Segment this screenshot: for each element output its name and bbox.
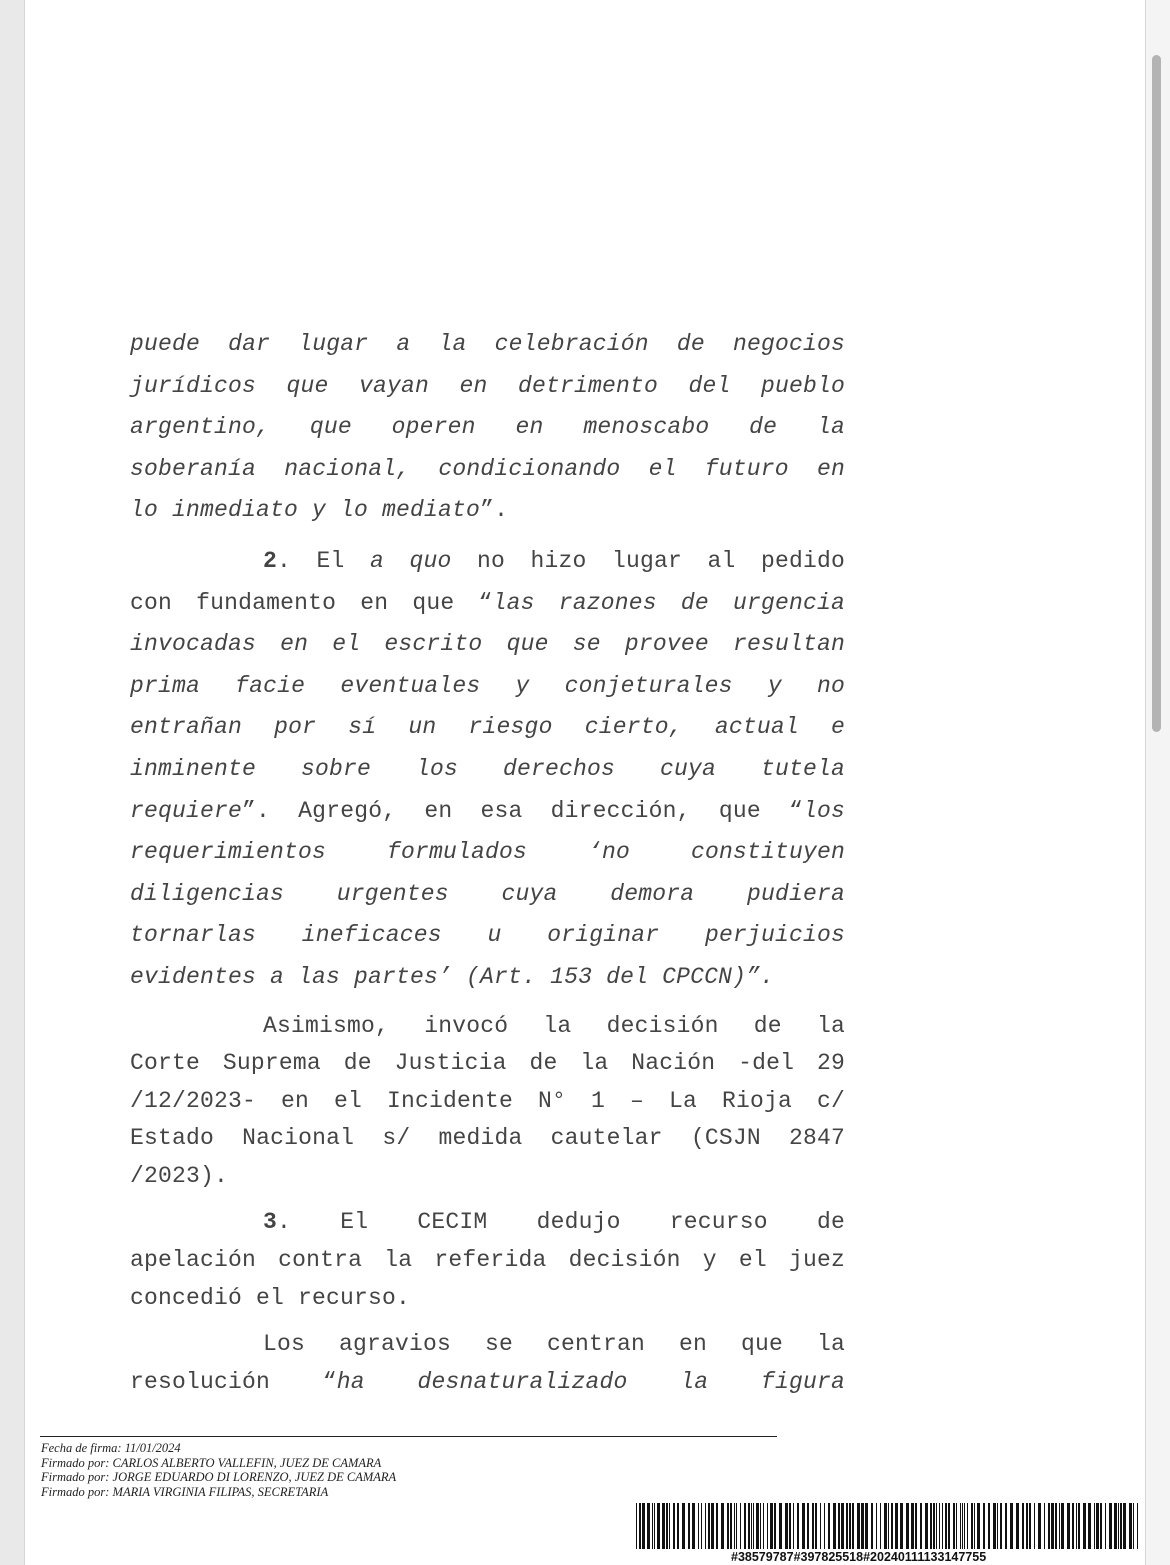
signature-date: Fecha de firma: 11/01/2024 [41, 1441, 181, 1455]
text-line: Asimismo, invocó la decisión de la [263, 1012, 845, 1039]
text-line: resolución “ha desnaturalizado la figura [130, 1368, 845, 1395]
text-line: lo inmediato y lo mediato”. [130, 497, 509, 524]
text-line: requiere”. Agregó, en esa dirección, que “los [130, 797, 845, 824]
text-line: Corte Suprema de Justicia de la Nación -del 29 [130, 1050, 845, 1077]
paragraph-continuation [130, 324, 845, 532]
scrollbar-thumb[interactable] [1152, 55, 1161, 732]
paragraph-asimismo [130, 1008, 845, 1196]
text-line: 3. El CECIM dedujo recurso de [263, 1209, 845, 1236]
signature-line: Firmado por: CARLOS ALBERTO VALLEFIN, JUEZ DE CAMARA [41, 1455, 382, 1470]
barcode-number: #38579787#397825518#20240111133147755 [731, 1550, 987, 1564]
text-line: argentino, que operen en menoscabo de la [130, 414, 845, 441]
text-line: prima facie eventuales y conjeturales y no [130, 672, 845, 699]
text-line: con fundamento en que “las razones de urgencia [130, 589, 845, 616]
document-body [130, 324, 845, 1401]
text-line: jurídicos que vayan en detrimento del pueblo [130, 372, 845, 399]
text-line: diligencias urgentes cuya demora pudiera [130, 880, 845, 907]
signature-line: Firmado por: JORGE EDUARDO DI LORENZO, JUEZ DE CAMARA [41, 1470, 397, 1484]
barcode-icon [636, 1503, 1138, 1549]
text-line: 2. El a quo no hizo lugar al pedido [263, 547, 845, 574]
text-line: soberanía nacional, condicionando el futuro en [130, 455, 845, 482]
signature-block [41, 1441, 396, 1499]
text-line: concedió el recurso. [130, 1284, 411, 1311]
text-line: /12/2023- en el Incidente N° 1 – La Rioja c/ [130, 1087, 845, 1114]
footer-divider [40, 1436, 777, 1437]
paragraph-3 [130, 1204, 845, 1317]
paragraph-agravios [130, 1326, 845, 1401]
text-line: Estado Nacional s/ medida cautelar (CSJN 2847 [130, 1125, 845, 1152]
signature-line: Firmado por: MARIA VIRGINIA FILIPAS, SECRETARIA [41, 1484, 329, 1499]
paragraph-2 [130, 541, 845, 999]
paragraph-number: 3 [263, 1209, 278, 1236]
text-line: tornarlas ineficaces u originar perjuicios [130, 922, 845, 949]
text-line: Los agravios se centran en que la [263, 1331, 845, 1358]
text-line: requerimientos formulados ‘no constituyen [130, 839, 845, 866]
text-line: puede dar lugar a la celebración de negocios [130, 331, 845, 357]
text-line: invocadas en el escrito que se provee resultan [130, 631, 845, 658]
paragraph-number: 2 [263, 547, 278, 574]
text-line: apelación contra la referida decisión y el juez [130, 1247, 845, 1274]
text-line: /2023). [130, 1162, 229, 1189]
text-line: evidentes a las partes’ (Art. 153 del CPCCN)”. [130, 963, 775, 990]
text-line: entrañan por sí un riesgo cierto, actual e [130, 714, 845, 741]
text-line: inminente sobre los derechos cuya tutela [130, 755, 845, 782]
